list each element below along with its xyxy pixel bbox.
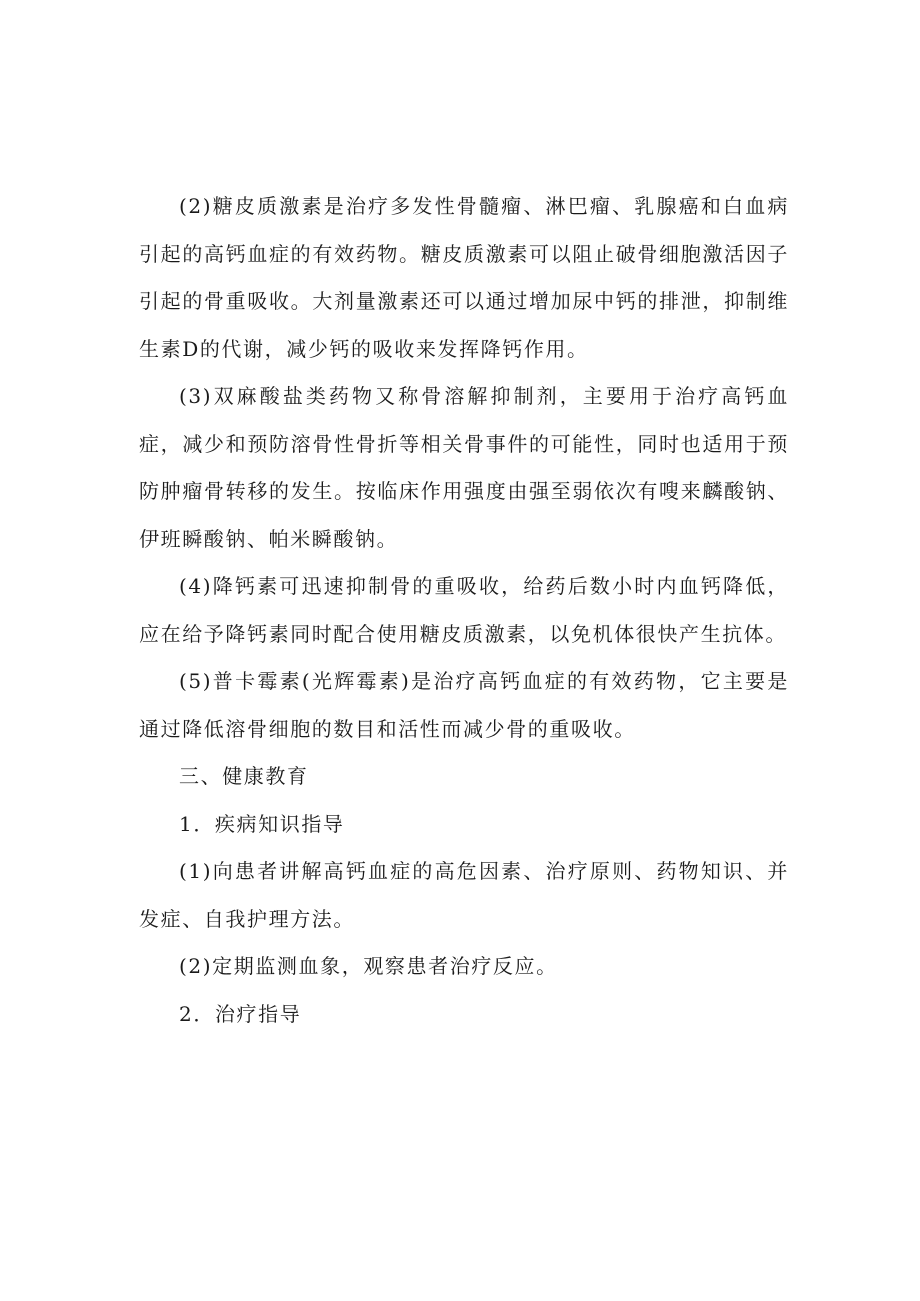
document-page: [139, 183, 789, 1038]
list-item-monitor-blood: (2)定期监测血象，观察患者治疗反应。: [179, 954, 558, 978]
list-item-explain-risk-factors: (1)向患者讲解高钙血症的高危因素、治疗原则、药物知识、并发症、自我护理方法。: [139, 859, 789, 931]
subsection-title-treatment-guidance: 2．治疗指导: [179, 1001, 302, 1026]
subsection-title-disease-knowledge: 1．疾病知识指导: [179, 811, 345, 836]
paragraph-plicamycin: (5)普卡霉素(光辉霉素)是治疗高钙血症的有效药物，它主要是通过降低溶骨细胞的数目和活性而减少骨的重吸收。: [139, 669, 789, 741]
paragraph-bisphosphonates: (3)双麻酸盐类药物又称骨溶解抑制剂，主要用于治疗高钙血症，减少和预防溶骨性骨折等相关骨事件的可能性，同时也适用于预防肿瘤骨转移的发生。按临床作用强度由强至弱依次有嗖来麟酸钠、伊班瞬酸钠、帕米瞬酸钠。: [139, 384, 789, 551]
paragraph-calcitonin: (4)降钙素可迅速抑制骨的重吸收，给药后数小时内血钙降低，应在给予降钙素同时配合使用糖皮质激素，以免机体很快产生抗体。: [139, 574, 789, 646]
section-title: 三、健康教育: [179, 764, 309, 788]
paragraph-glucocorticoids: (2)糖皮质激素是治疗多发性骨髓瘤、淋巴瘤、乳腺癌和白血病引起的高钙血症的有效药物。糖皮质激素可以阻止破骨细胞激活因子引起的骨重吸收。大剂量激素还可以通过增加尿中钙的排泄，抑制维生素D的代谢，减少钙的吸收来发挥降钙作用。: [139, 194, 789, 361]
